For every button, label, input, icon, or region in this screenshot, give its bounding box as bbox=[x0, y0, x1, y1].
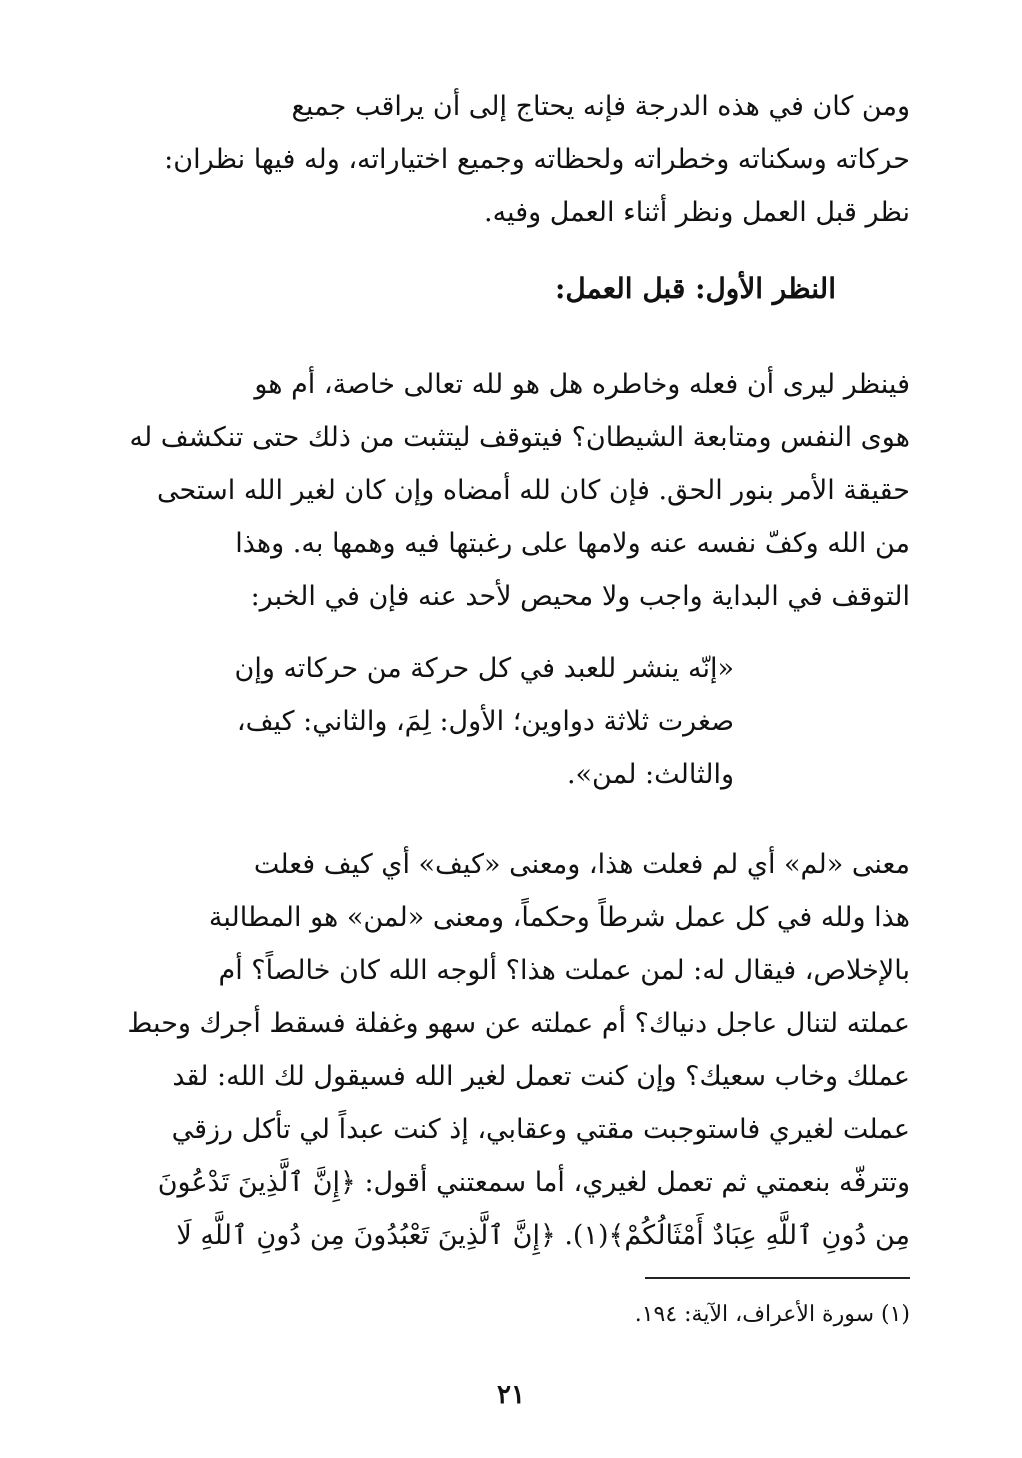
text-line: هذا ولله في كل عمل شرطاً وحكماً، ومعنى «لمن» هو المطالبة bbox=[208, 902, 910, 933]
text-line: نظر قبل العمل ونظر أثناء العمل وفيه. bbox=[483, 197, 910, 228]
text-line: مِن دُونِ ٱللَّهِ عِبَادٌ أَمْثَالُكُمْ﴾(١). ﴿إِنَّ ٱلَّذِينَ تَعْبُدُونَ مِن دُونِ ٱللَّهِ لَا bbox=[176, 1220, 910, 1251]
text-line: التوقف في البداية واجب ولا محيص لأحد عنه فإن في الخبر: bbox=[250, 581, 910, 612]
text-line: وتترفّه بنعمتي ثم تعمل لغيري، أما سمعتني أقول: ﴿إِنَّ ٱلَّذِينَ تَدْعُونَ bbox=[157, 1167, 910, 1198]
quote-line: صغرت ثلاثة دواوين؛ الأول: لِمَ، والثاني: كيف، bbox=[236, 706, 734, 737]
paragraph-first-view bbox=[112, 358, 910, 623]
paragraph-explanation bbox=[112, 838, 910, 1262]
text-line: بالإخلاص، فيقال له: لمن عملت هذا؟ ألوجه الله كان خالصاً؟ أم bbox=[218, 955, 910, 986]
text-line: هوى النفس ومتابعة الشيطان؟ فيتوقف ليتثبت من ذلك حتى تنكشف له bbox=[129, 422, 910, 453]
text-line: ومن كان في هذه الدرجة فإنه يحتاج إلى أن يراقب جميع bbox=[291, 91, 910, 122]
page-number: ٢١ bbox=[497, 1380, 525, 1410]
text-line: معنى «لم» أي لم فعلت هذا، ومعنى «كيف» أي كيف فعلت bbox=[253, 849, 910, 880]
quote-line: «إنّه ينشر للعبد في كل حركة من حركاته وإن bbox=[234, 653, 734, 684]
quote-line: والثالث: لمن». bbox=[566, 759, 734, 790]
text-line: من الله وكفّ نفسه عنه ولامها على رغبتها فيه وهمها به. وهذا bbox=[235, 528, 910, 559]
section-heading: النظر الأول: قبل العمل: bbox=[555, 272, 836, 305]
footnote: (١) سورة الأعراف، الآية: ١٩٤. bbox=[634, 1302, 910, 1327]
footnote-divider bbox=[645, 1277, 910, 1279]
text-line: عملك وخاب سعيك؟ وإن كنت تعمل لغير الله فسيقول لك الله: لقد bbox=[172, 1061, 910, 1092]
text-line: عملت لغيري فاستوجبت مقتي وعقابي، إذ كنت عبداً لي تأكل رزقي bbox=[171, 1114, 910, 1145]
text-line: حقيقة الأمر بنور الحق. فإن كان لله أمضاه وإن كان لغير الله استحى bbox=[157, 475, 910, 506]
paragraph-intro bbox=[112, 80, 910, 239]
text-line: حركاته وسكناته وخطراته ولحظاته وجميع اختياراته، وله فيها نظران: bbox=[164, 144, 910, 175]
text-line: فينظر ليرى أن فعله وخاطره هل هو لله تعالى خاصة، أم هو bbox=[254, 369, 910, 400]
hadith-quote bbox=[112, 642, 734, 801]
text-line: عملته لتنال عاجل دنياك؟ أم عملته عن سهو وغفلة فسقط أجرك وحبط bbox=[127, 1008, 910, 1039]
